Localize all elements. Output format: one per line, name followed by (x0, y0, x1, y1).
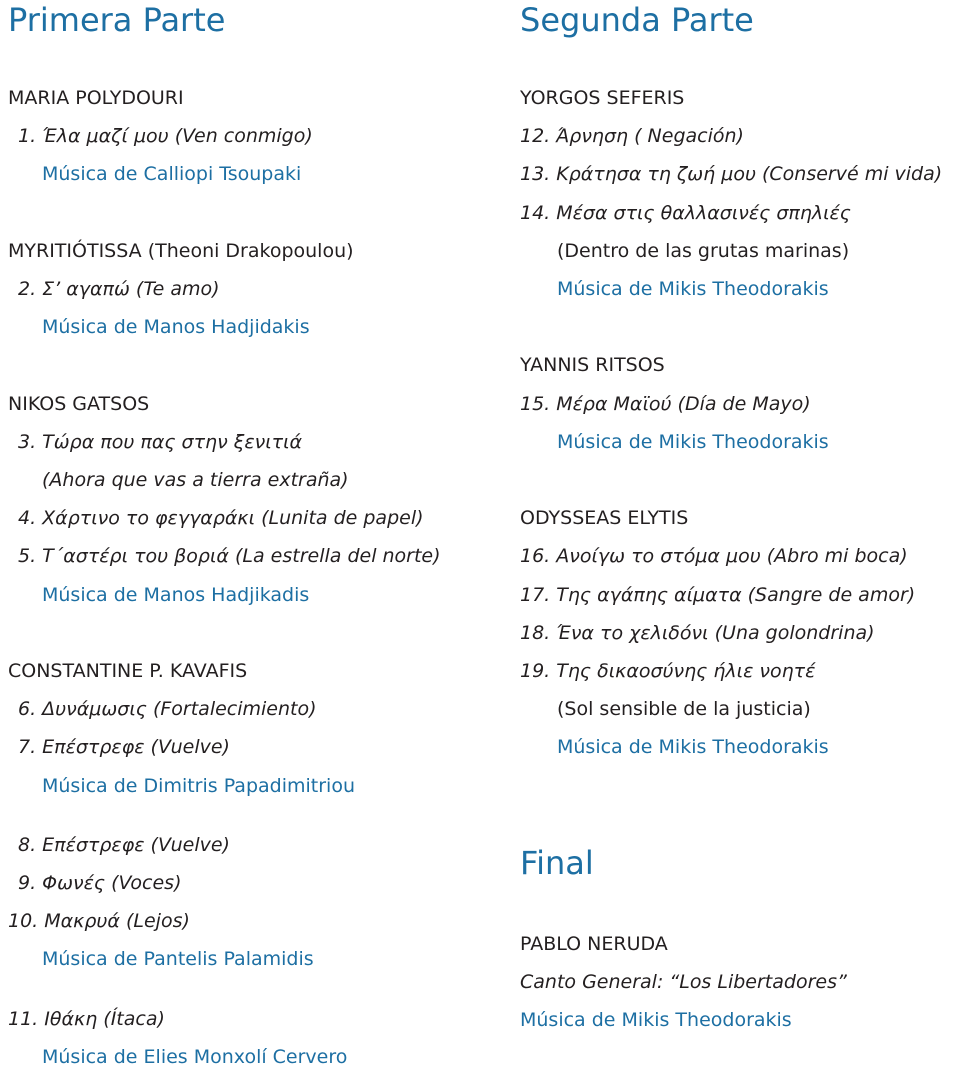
song-14-translation: (Dentro de las grutas marinas) (557, 240, 850, 262)
composer-credit: Música de Calliopi Tsoupaki (42, 163, 302, 185)
song-1: 1. Έλα μαζί μου (Ven conmigo) (18, 125, 313, 147)
song-19-translation: (Sol sensible de la justicia) (557, 698, 811, 720)
composer-credit: Música de Mikis Theodorakis (557, 431, 829, 453)
composer-credit: Música de Elies Monxolí Cervero (42, 1046, 348, 1068)
composer-credit: Música de Pantelis Palamidis (42, 948, 314, 970)
author-yannis-ritsos: YANNIS RITSOS (520, 354, 665, 376)
song-15: 15. Μέρα Μαϊού (Día de Mayo) (520, 393, 811, 415)
composer-credit: Música de Manos Hadjikadis (42, 584, 310, 606)
composer-credit: Música de Dimitris Papadimitriou (42, 775, 355, 797)
final-heading: Final (520, 844, 594, 882)
composer-credit: Música de Mikis Theodorakis (557, 736, 829, 758)
author-pablo-neruda: PABLO NERUDA (520, 933, 668, 955)
song-3: 3. Τώρα που πας στην ξενιτιά (18, 431, 303, 453)
song-17: 17. Της αγάπης αίματα (Sangre de amor) (520, 584, 916, 606)
song-8: 8. Επέστρεφε (Vuelve) (18, 834, 230, 856)
author-myritiotissa: MYRITIÓTISSA (Theoni Drakopoulou) (8, 240, 354, 262)
composer-credit: Música de Mikis Theodorakis (557, 278, 829, 300)
song-2: 2. Σ’ αγαπώ (Te amo) (18, 278, 220, 300)
song-5: 5. Τ΄αστέρι του βοριά (La estrella del norte) (18, 545, 441, 567)
author-maria-polydouri: MARIA POLYDOURI (8, 87, 184, 109)
song-13: 13. Κράτησα τη ζωή μου (Conservé mi vida) (520, 163, 943, 185)
composer-credit: Música de Mikis Theodorakis (520, 1009, 792, 1031)
author-kavafis: CONSTANTINE P. KAVAFIS (8, 660, 248, 682)
song-6: 6. Δυνάμωσις (Fortalecimiento) (18, 698, 317, 720)
song-9: 9. Φωνές (Voces) (18, 872, 182, 894)
author-yorgos-seferis: YORGOS SEFERIS (520, 87, 685, 109)
song-3-translation: (Ahora que vas a tierra extraña) (42, 469, 349, 491)
song-14: 14. Μέσα στις θαλλασινές σπηλιές (520, 202, 851, 224)
song-11: 11. Ιθάκη (Ítaca) (8, 1008, 165, 1030)
song-18: 18. Ένα το χελιδόνι (Una golondrina) (520, 622, 875, 644)
song-19: 19. Της δικαοσύνης ήλιε νοητέ (520, 660, 816, 682)
song-4: 4. Χάρτινο το φεγγαράκι (Lunita de papel) (18, 507, 424, 529)
song-7: 7. Επέστρεφε (Vuelve) (18, 736, 230, 758)
segunda-parte-heading: Segunda Parte (520, 1, 754, 39)
author-nikos-gatsos: NIKOS GATSOS (8, 393, 150, 415)
song-12: 12. Άρνηση ( Negación) (520, 125, 744, 147)
final-work: Canto General: “Los Libertadores” (520, 971, 847, 993)
song-10: 10. Μακρυά (Lejos) (8, 910, 190, 932)
composer-credit: Música de Manos Hadjidakis (42, 316, 310, 338)
author-odysseas-elytis: ODYSSEAS ELYTIS (520, 507, 689, 529)
primera-parte-heading: Primera Parte (8, 1, 226, 39)
song-16: 16. Ανοίγω το στόμα μου (Abro mi boca) (520, 545, 908, 567)
